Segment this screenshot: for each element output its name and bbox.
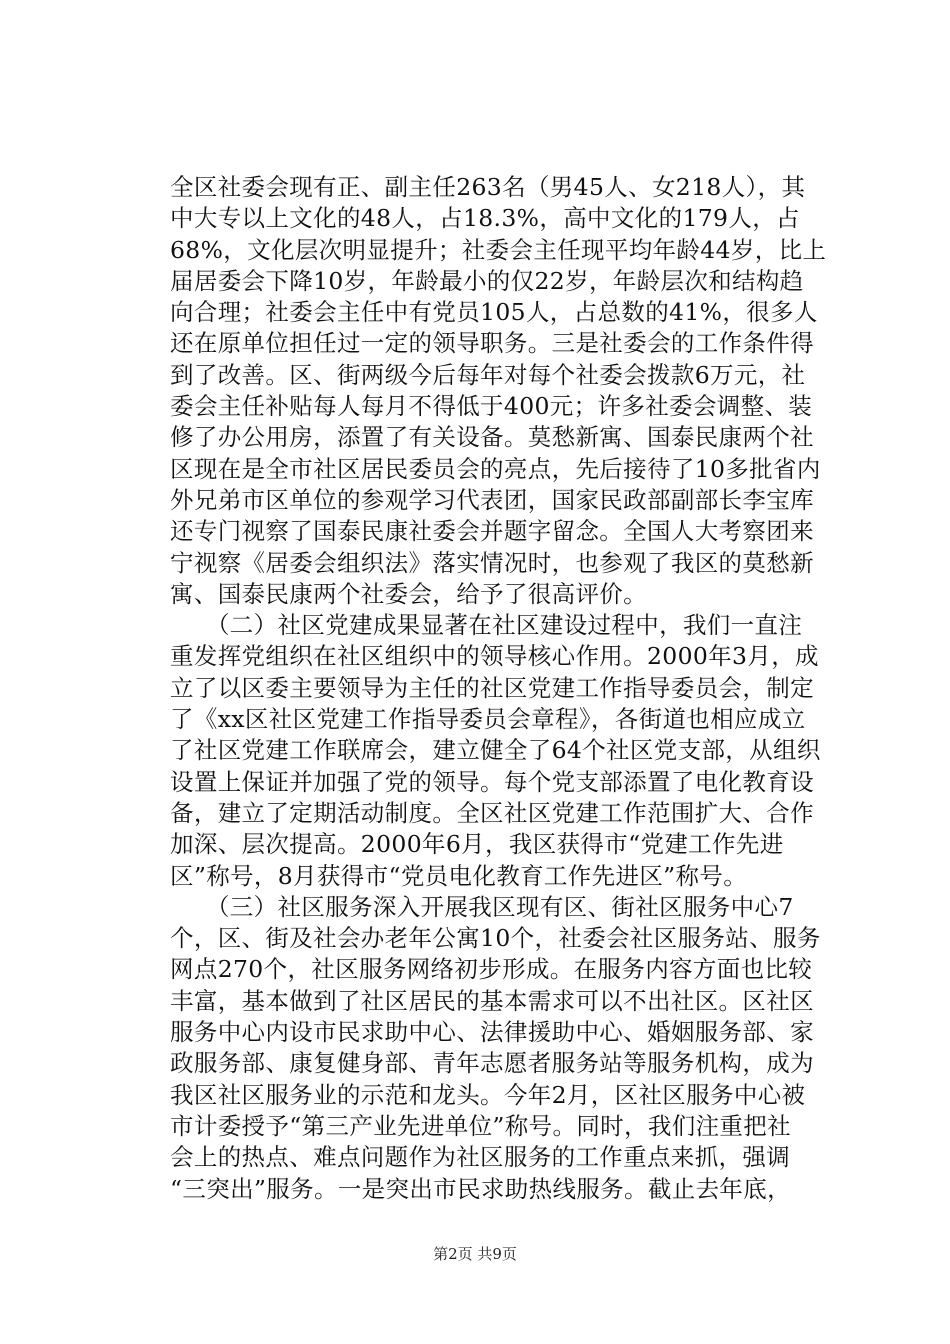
text-line: 服务中心内设市民求助中心、法律援助中心、婚姻服务部、家 [170, 1018, 814, 1047]
text-line: 区”称号，8月获得市“党员电化教育工作先进区”称号。 [170, 861, 748, 890]
text-line: 了社区党建工作联席会，建立健全了64个社区党支部，从组织 [170, 736, 821, 765]
text-line: 68%，文化层次明显提升；社委会主任现平均年龄44岁，比上 [170, 235, 827, 264]
text-line: 政服务部、康复健身部、青年志愿者服务站等服务机构，成为 [170, 1049, 814, 1078]
text-line: 宁视察《居委会组织法》落实情况时，也参观了我区的莫愁新 [170, 548, 814, 577]
document-body [170, 172, 827, 1205]
text-line: 会上的热点、难点问题作为社区服务的工作重点来抓，强调 [170, 1143, 791, 1172]
text-line: 向合理；社委会主任中有党员105人，占总数的41%，很多人 [170, 298, 818, 327]
text-line: 区现在是全市社区居民委员会的亮点，先后接待了10多批省内 [170, 454, 821, 483]
page-number-footer: 第2页 共9页 [433, 1245, 517, 1263]
text-line: 中大专以上文化的48人，占18.3%，高中文化的179人，占 [170, 204, 800, 233]
text-line: “三突出”服务。一是突出市民求助热线服务。截止去年底， [170, 1174, 791, 1203]
text-line: 备，建立了定期活动制度。全区社区党建工作范围扩大、合作 [170, 798, 814, 827]
text-line: 委会主任补贴每人每月不得低于400元；许多社委会调整、装 [170, 392, 813, 421]
text-line: 修了办公用房，添置了有关设备。莫愁新寓、国泰民康两个社 [170, 423, 814, 452]
text-line: 市计委授予“第三产业先进单位”称号。同时，我们注重把社 [170, 1111, 791, 1140]
text-line: 个，区、街及社会办老年公寓10个，社委会社区服务站、服务 [170, 924, 821, 953]
text-line: 了《xx区社区党建工作指导委员会章程》，各街道也相应成立 [170, 705, 806, 734]
text-line: 到了改善。区、街两级今后每年对每个社委会拨款6万元，社 [170, 360, 806, 389]
text-line: 加深、层次提高。2000年6月，我区获得市“党建工作先进 [170, 830, 784, 859]
text-line: 寓、国泰民康两个社委会，给予了很高评价。 [170, 579, 647, 608]
paragraph-start-line: （二）社区党建成果显著在社区建设过程中，我们一直注 [170, 611, 803, 640]
text-line: 重发挥党组织在社区组织中的领导核心作用。2000年3月，成 [170, 642, 819, 671]
text-line: 全区社委会现有正、副主任263名（男45人、女218人），其 [170, 173, 806, 201]
text-line: 立了以区委主要领导为主任的社区党建工作指导委员会，制定 [170, 673, 814, 702]
text-line: 还在原单位担任过一定的领导职务。三是社委会的工作条件得 [170, 329, 814, 358]
text-line: 外兄弟市区单位的参观学习代表团，国家民政部副部长李宝库 [170, 485, 814, 514]
text-line: 设置上保证并加强了党的领导。每个党支部添置了电化教育设 [170, 767, 814, 796]
text-line: 我区社区服务业的示范和龙头。今年2月，区社区服务中心被 [170, 1080, 806, 1109]
text-line: 网点270个，社区服务网络初步形成。在服务内容方面也比较 [170, 955, 813, 984]
text-line: 届居委会下降10岁，年龄最小的仅22岁，年龄层次和结构趋 [170, 266, 804, 295]
paragraph-start-line: （三）社区服务深入开展我区现有区、街社区服务中心7 [170, 892, 794, 921]
text-line: 丰富，基本做到了社区居民的基本需求可以不出社区。区社区 [170, 986, 814, 1015]
text-line: 还专门视察了国泰民康社委会并题字留念。全国人大考察团来 [170, 517, 814, 546]
